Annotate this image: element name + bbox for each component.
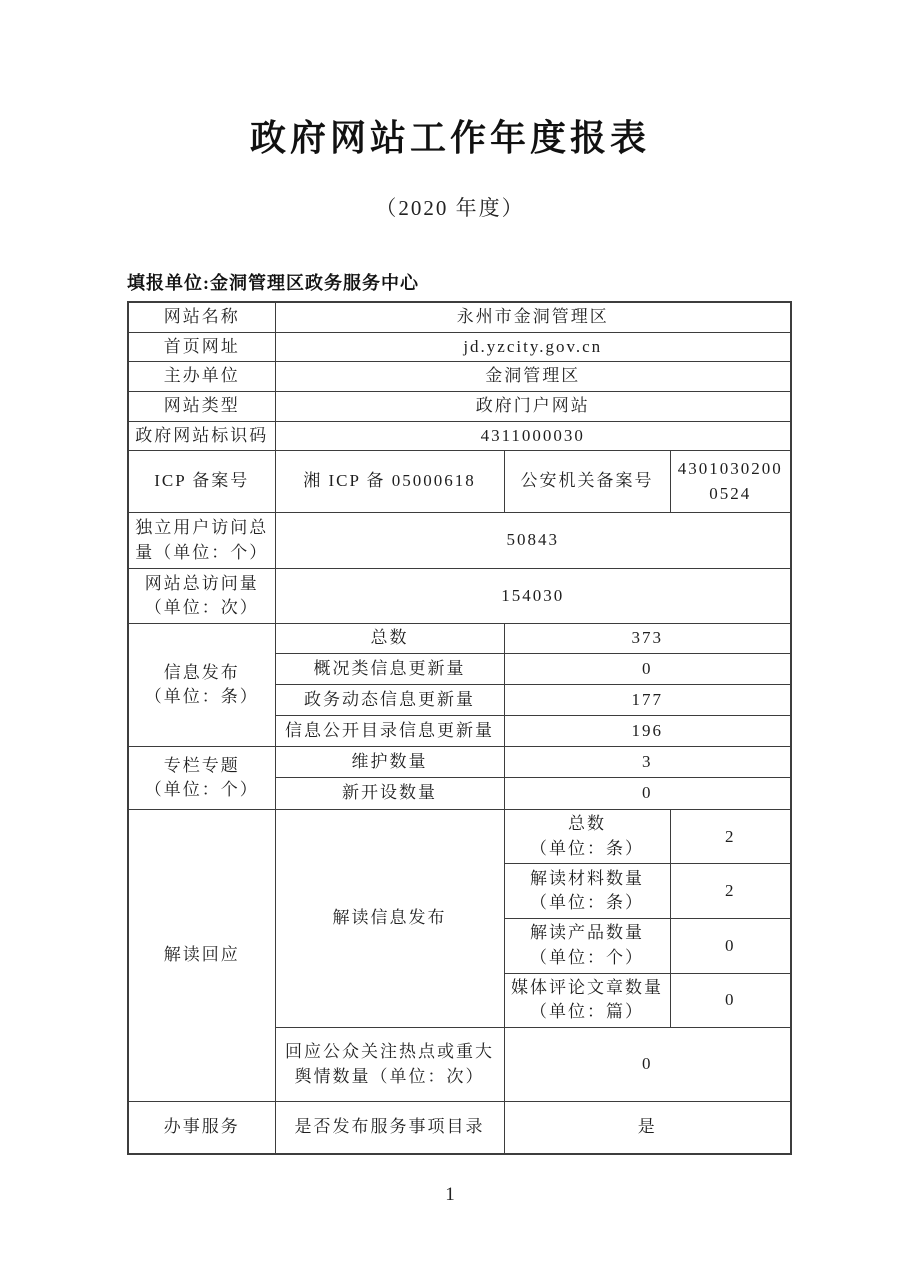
topics-new-value: 0 <box>504 778 791 810</box>
info-total-label: 总数 <box>275 624 504 654</box>
site-name-label: 网站名称 <box>128 302 275 332</box>
page-number: 1 <box>445 1184 455 1205</box>
table-row-icp <box>128 451 791 513</box>
site-type-value: 政府门户网站 <box>275 391 791 421</box>
interp-products-value: 0 <box>670 919 791 973</box>
homepage-url-value: jd.yzcity.gov.cn <box>275 332 791 362</box>
site-id-code-value: 4311000030 <box>275 421 791 451</box>
total-visits-label: 网站总访问量（单位：次） <box>128 569 275 624</box>
icp-label: ICP 备案号 <box>128 451 275 513</box>
table-row-service-directory <box>128 1102 791 1154</box>
interp-materials-label-line2: （单位：条） <box>530 893 644 913</box>
site-id-code-label: 政府网站标识码 <box>128 421 275 451</box>
hotspot-response-value: 0 <box>504 1028 791 1102</box>
site-type-label: 网站类型 <box>128 391 275 421</box>
organizer-label: 主办单位 <box>128 362 275 392</box>
interp-materials-value: 2 <box>670 864 791 919</box>
info-overview-label: 概况类信息更新量 <box>275 654 504 685</box>
info-publish-group-label <box>128 624 275 747</box>
unique-visitors-value: 50843 <box>275 513 791 569</box>
report-unit-label: 填报单位:金洞管理区政务服务中心 <box>127 273 419 293</box>
table-row-site-type <box>128 391 791 421</box>
interpretation-group-label: 解读回应 <box>128 810 275 1102</box>
service-directory-value: 是 <box>504 1102 791 1154</box>
info-directory-value: 196 <box>504 716 791 747</box>
topics-label-line1: 专栏专题 <box>163 755 240 775</box>
interp-media-label-line1: 媒体评论文章数量 <box>511 977 663 997</box>
service-directory-label: 是否发布服务事项目录 <box>275 1102 504 1154</box>
table-row-site-id-code <box>128 421 791 451</box>
table-row-interp-total <box>128 810 791 864</box>
police-filing-value: 43010302000524 <box>670 451 791 513</box>
interp-products-label <box>504 919 670 973</box>
interp-products-label-line1: 解读产品数量 <box>530 923 644 943</box>
table-row-unique-visitors <box>128 513 791 569</box>
info-publish-label-line2: （单位：条） <box>144 687 259 707</box>
table-row-site-name <box>128 302 791 332</box>
site-name-value: 永州市金洞管理区 <box>275 302 791 332</box>
page-subtitle: （2020 年度） <box>375 196 525 220</box>
info-dynamics-label: 政务动态信息更新量 <box>275 685 504 716</box>
interp-media-value: 0 <box>670 973 791 1027</box>
interp-products-label-line2: （单位：个） <box>530 948 644 968</box>
table-row-organizer <box>128 362 791 392</box>
table-row-homepage-url <box>128 332 791 362</box>
police-filing-label: 公安机关备案号 <box>504 451 670 513</box>
icp-value: 湘 ICP 备 05000618 <box>275 451 504 513</box>
organizer-value: 金洞管理区 <box>275 362 791 392</box>
topics-new-label: 新开设数量 <box>275 778 504 810</box>
interp-media-label-line2: （单位：篇） <box>530 1002 644 1022</box>
topics-label-line2: （单位：个） <box>144 780 259 800</box>
topics-maintained-label: 维护数量 <box>275 747 504 778</box>
interp-total-label <box>504 810 670 864</box>
topics-maintained-value: 3 <box>504 747 791 778</box>
report-table <box>127 301 792 1155</box>
interp-total-value: 2 <box>670 810 791 864</box>
unique-visitors-label: 独立用户访问总量（单位：个） <box>128 513 275 569</box>
page-title: 政府网站工作年度报表 <box>249 118 650 159</box>
info-overview-value: 0 <box>504 654 791 685</box>
info-directory-label: 信息公开目录信息更新量 <box>275 716 504 747</box>
hotspot-response-label: 回应公众关注热点或重大舆情数量（单位：次） <box>275 1028 504 1102</box>
interpretation-publish-label: 解读信息发布 <box>275 810 504 1028</box>
service-group-label: 办事服务 <box>128 1102 275 1154</box>
total-visits-value: 154030 <box>275 569 791 624</box>
interp-media-label <box>504 973 670 1027</box>
table-row-total-visits <box>128 569 791 624</box>
interp-total-label-line1: 总数 <box>568 814 606 834</box>
topics-group-label <box>128 747 275 810</box>
interp-total-label-line2: （单位：条） <box>530 838 644 858</box>
homepage-url-label: 首页网址 <box>128 332 275 362</box>
info-total-value: 373 <box>504 624 791 654</box>
interp-materials-label-line1: 解读材料数量 <box>530 868 644 888</box>
table-row-topics-maintained <box>128 747 791 778</box>
info-publish-label-line1: 信息发布 <box>163 662 240 682</box>
interp-materials-label <box>504 864 670 919</box>
table-row-info-total <box>128 624 791 654</box>
info-dynamics-value: 177 <box>504 685 791 716</box>
